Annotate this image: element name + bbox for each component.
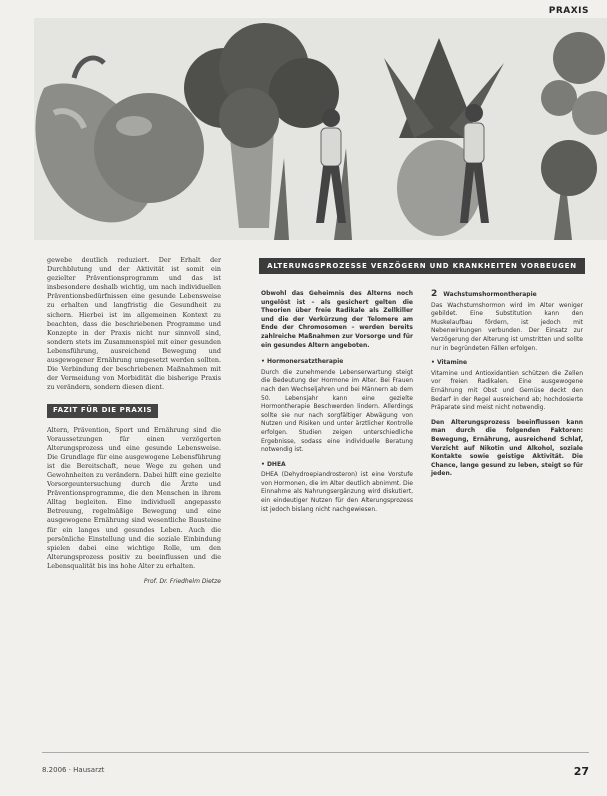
sidebar-subheading: • Hormonersatztherapie [261, 358, 413, 367]
sidebar-subheading: • DHEA [261, 461, 413, 470]
sidebar-subheading: • Vitamine [431, 359, 583, 368]
sidebar-paragraph: Vitamine und Antioxidantien schützen die Zellen vor freien Radikalen. Eine ausgewogene Ernährung mit Obst und Gemüse deckt den Bedarf in der Regel ausreichend ab; hochdosierte Präparate sind meist nicht notwendig. [431, 369, 583, 412]
issue-label: 8.2006 · Hausarzt [42, 766, 105, 774]
section-tag: PRAXIS [548, 6, 589, 16]
author-signature: Prof. Dr. Friedhelm Dietze [143, 578, 221, 585]
sidebar-intro: Obwohl das Geheimnis des Alterns noch ungelöst ist – als gesichert gelten die Theorien über freie Radikale als Zellkiller und die der Verkürzung der Telomere am Ende der Chromosomen – werden bereits zahlreiche Maßnahmen zur Vorsorge und für ein gesundes Altern angeboten. [261, 290, 413, 349]
sidebar-paragraph: Das Wachstumshormon wird im Alter weniger gebildet. Eine Substitution kann den Muskelaufbau fördern, ist jedoch mit Nebenwirkungen verbunden. Der Einsatz zur Verzögerung der Alterung ist umstritten und sollte nur in begründeten Fällen erfolgen. [431, 301, 583, 352]
fazit-heading: FAZIT FÜR DIE PRAXIS [47, 404, 158, 417]
sidebar-banner: ALTERUNGSPROZESSE VERZÖGERN UND KRANKHEITEN VORBEUGEN [259, 258, 585, 274]
item-number: 2 [431, 289, 438, 299]
sidebar-column-left [261, 290, 413, 520]
body-paragraph: Altern, Prävention, Sport und Ernährung sind die Voraussetzungen für einen verzögerten Alterungsprozess und eine gesunde Lebensweise. Die Grundlage für eine ausgewogene Lebensführung ist die Bereitschaft, neue Wege zu gehen und Gewohnheiten zu verändern. Dabei hilft eine gezielte Vorsorgeuntersuchung durch die Ärzte und Präventionsprogramme, die den Menschen in ihrem Alltag begleiten. Eine individuell angepasste Betreuung, regelmäßige Bewegung und eine ausgewogene Ernährung sind wesentliche Bausteine für ein langes und gesundes Leben. Auch die persönliche Einstellung und die soziale Einbindung spielen dabei eine wichtige Rolle, um den Alterungsprozess positiv zu beeinflussen und die Lebensqualität bis ins hohe Alter zu erhalten. [47, 425, 221, 570]
numbered-heading [431, 290, 583, 300]
sidebar-column-right [431, 290, 583, 485]
sidebar-subheading: Wachstumshormontherapie [443, 291, 537, 298]
hero-collage-svg [34, 18, 607, 240]
body-paragraph: gewebe deutlich reduziert. Der Erhalt der Durchblutung und der Aktivität ist somit ein gezielter Präventionsprogramm und das ist insbesondere deshalb wichtig, um nach individuellen Präventionsbedürfnissen eine gesunde Lebensweise zu erhalten und langfristig die Gesundheit zu sichern. Hierbei ist im allgemeinen Kontext zu beachten, dass die beschriebenen Programme und Konzepte in der Praxis nicht nur sinnvoll sind, sondern stets im Zusammenspiel mit einer gesunden Lebensführung, ausreichend Bewegung und ausgewogener Ernährung umgesetzt werden sollten. Die Verbindung der beschriebenen Maßnahmen mit der Vermeidung von Morbidität die bisherige Praxis zu verändern, sondern diesen dient. [47, 256, 221, 392]
sidebar-paragraph: DHEA (Dehydroepiandrosteron) ist eine Vorstufe von Hormonen, die im Alter deutlich abnimmt. Die Einnahme als Nahrungsergänzung wird diskutiert, ein eindeutiger Nutzen für den Alterungsprozess ist jedoch bislang nicht nachgewiesen. [261, 471, 413, 513]
hero-collage-image [34, 18, 607, 240]
footer-rule [42, 752, 589, 753]
main-column [47, 256, 221, 586]
sidebar-closing: Den Alterungsprozess beeinflussen kann man durch die folgenden Faktoren: Bewegung, Ernährung, ausreichend Schlaf, Verzicht auf Nikotin und Alkohol, soziale Kontakte sowie geistige Aktivität. Die Chance, lange gesund zu leben, steigt so für jeden. [431, 418, 583, 478]
sidebar-paragraph: Durch die zunehmende Lebenserwartung steigt die Bedeutung der Hormone im Alter. Bei Frauen nach den Wechseljahren und bei Männern ab dem 50. Lebensjahr kann eine gezielte Hormontherapie Beschwerden lindern. Allerdings sollte sie nur nach sorgfältiger Abwägung von Nutzen und Risiken und unter ärztlicher Kontrolle erfolgen. Studien zeigen unterschiedliche Ergebnisse, sodass eine individuelle Beratung notwendig ist. [261, 368, 413, 454]
page-number: 27 [573, 765, 589, 778]
